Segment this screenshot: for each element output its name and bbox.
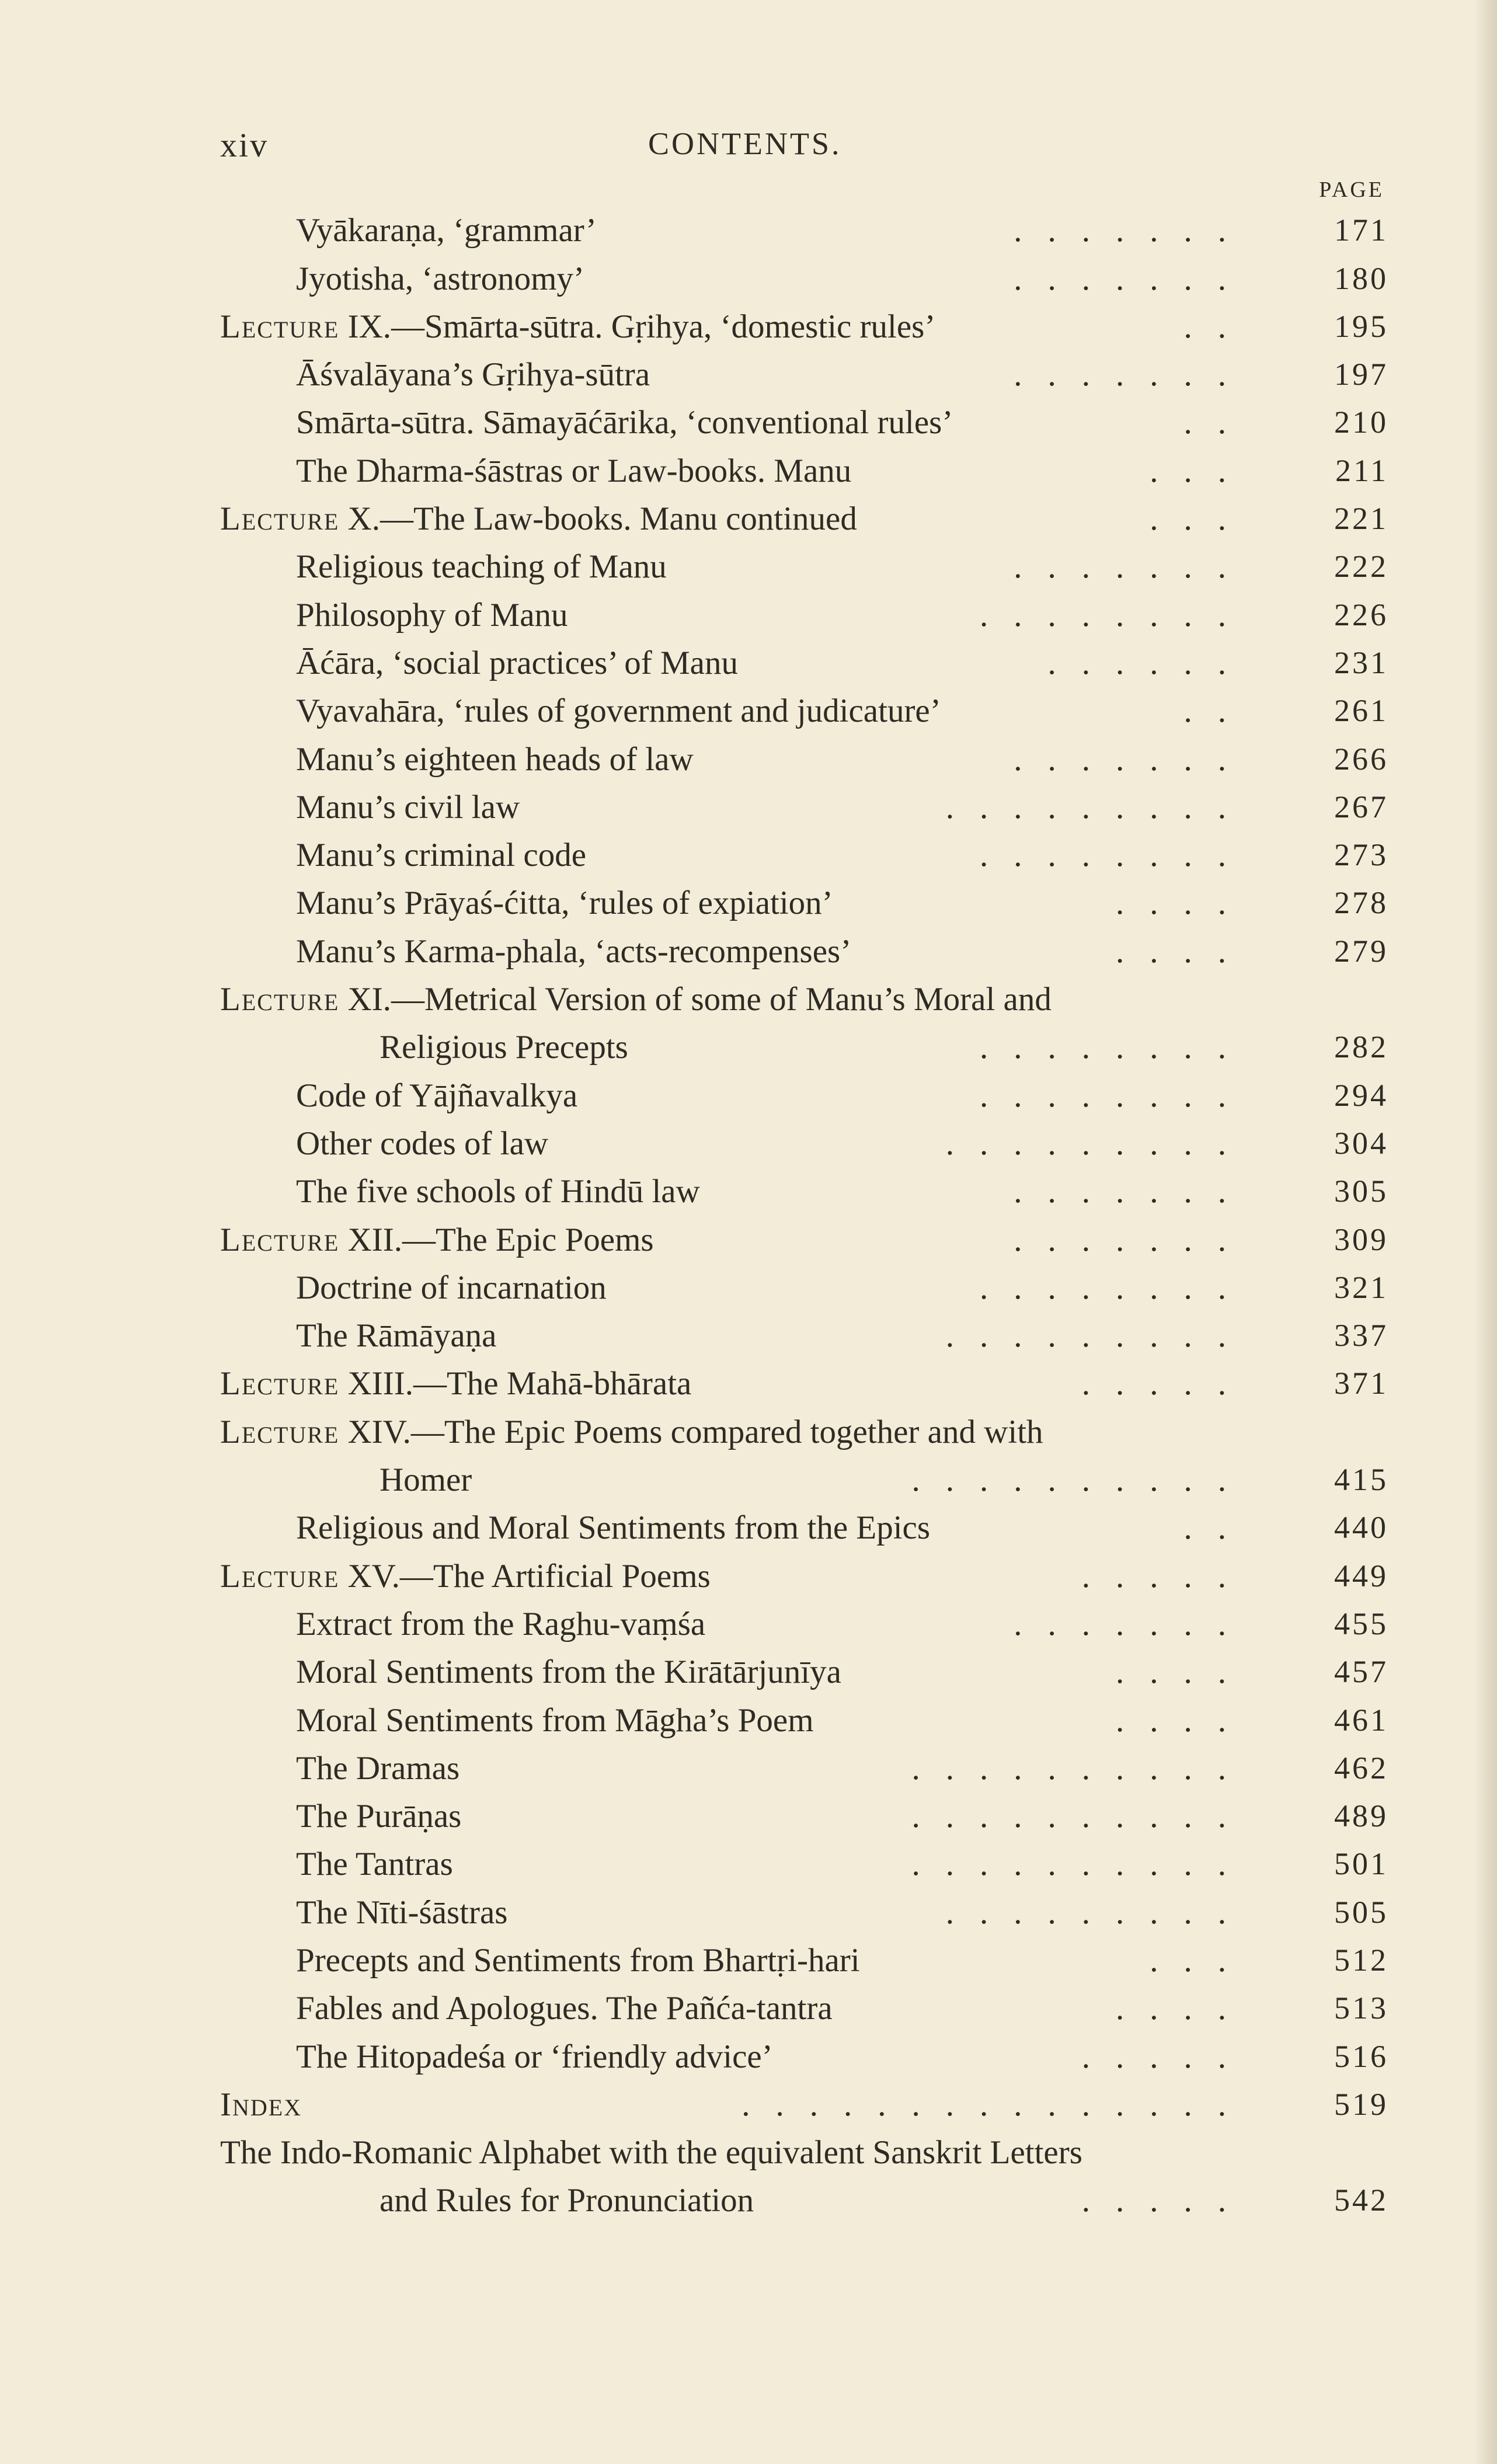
- toc-entry-title: [296, 1317, 497, 1355]
- toc-page-number: 171: [1334, 213, 1388, 248]
- dot-leader: .....: [1081, 2182, 1252, 2219]
- toc-page-number: 337: [1334, 1318, 1388, 1353]
- toc-entry: [0, 880, 1497, 928]
- toc-page-number: 231: [1334, 645, 1388, 680]
- dot-leader: ..: [1183, 308, 1252, 345]
- dot-leader: .......: [1014, 1605, 1252, 1642]
- dot-leader: .........: [945, 1894, 1252, 1931]
- toc-entry: [0, 1505, 1497, 1553]
- toc-entry-label: Lecture: [220, 1413, 340, 1450]
- dot-leader: ....: [1116, 885, 1252, 922]
- toc-entry: [0, 1265, 1497, 1313]
- toc-entry-title: [220, 2136, 1082, 2169]
- dot-leader: ...: [1150, 452, 1252, 489]
- dot-leader: .......: [1014, 356, 1252, 394]
- dot-leader: ..: [1183, 404, 1252, 441]
- dot-leader: .......: [1014, 260, 1252, 297]
- toc-entry-text: The Purāṇas: [296, 1798, 462, 1835]
- toc-entry-title: [296, 788, 520, 826]
- toc-entry-text: Precepts and Sentiments from Bhartṛi-hari: [296, 1941, 860, 1979]
- toc-page-number: 516: [1334, 2038, 1388, 2074]
- toc-page-number: 267: [1334, 789, 1388, 824]
- toc-entry: [0, 1408, 1497, 1456]
- toc-entry-title: [296, 1847, 453, 1881]
- toc-page-number: 415: [1334, 1462, 1388, 1498]
- toc-entry-title: [296, 548, 667, 586]
- dot-leader: ......: [1047, 644, 1252, 681]
- running-title: CONTENTS.: [648, 126, 842, 161]
- toc-page-number: 321: [1334, 1269, 1388, 1305]
- toc-entry-text: The Rāmāyaṇa: [296, 1317, 497, 1355]
- toc-page-number: 226: [1334, 597, 1388, 632]
- toc-page-number: 519: [1334, 2086, 1388, 2122]
- toc-entry-label: Lecture: [220, 308, 340, 345]
- toc-entry-title: [296, 646, 738, 680]
- toc-page-number: 197: [1334, 357, 1388, 392]
- toc-page-number: 210: [1334, 405, 1388, 440]
- toc-entry-text: Vyākaraṇa, ‘grammar’: [296, 212, 597, 249]
- toc-entry-title: [220, 1367, 691, 1400]
- toc-entry-text: The Dharma-śāstras or Law-books. Manu: [296, 452, 852, 489]
- dot-leader: .......: [1014, 548, 1252, 586]
- toc-entry-text: Code of Yājñavalkya: [296, 1077, 578, 1114]
- toc-entry: [0, 1168, 1497, 1216]
- toc-entry: [0, 2177, 1497, 2225]
- toc-entry: [0, 928, 1497, 976]
- toc-entry-title: [296, 1896, 507, 1929]
- toc-entry-text: Manu’s Prāyaś-ćitta, ‘rules of expiation’: [296, 885, 833, 922]
- toc-page-number: 221: [1334, 501, 1388, 537]
- toc-entry: [0, 304, 1497, 351]
- toc-entry-title: [220, 983, 1052, 1016]
- toc-entry-text: Manu’s civil law: [296, 788, 520, 826]
- toc-entry-text: Vyavahāra, ‘rules of government and judicature’: [296, 692, 941, 730]
- toc-entry-text: The Dramas: [296, 1749, 460, 1787]
- toc-entry-text: XIV.—The Epic Poems compared together and with: [347, 1413, 1043, 1450]
- toc-entry: [0, 640, 1497, 688]
- toc-entry-title: [220, 1223, 654, 1257]
- dot-leader: .......: [1014, 212, 1252, 249]
- toc-entry: [0, 544, 1497, 591]
- toc-entry: [0, 1216, 1497, 1264]
- toc-page-number: 305: [1334, 1174, 1388, 1209]
- toc-entry-label: Lecture: [220, 1365, 340, 1402]
- toc-entry: [0, 1649, 1497, 1697]
- toc-entry-title: [296, 1701, 814, 1739]
- toc-entry-title: [296, 1941, 860, 1979]
- toc-page-number: 489: [1334, 1798, 1388, 1834]
- toc-entry-title: [380, 1463, 472, 1497]
- page-header: [0, 126, 1497, 172]
- toc-entry-title: [296, 694, 941, 728]
- toc-entry: [0, 2129, 1497, 2177]
- toc-entry-text: Homer: [380, 1461, 472, 1499]
- toc-entry: [0, 688, 1497, 736]
- toc-entry: [0, 591, 1497, 639]
- dot-leader: ..: [1183, 1509, 1252, 1547]
- dot-leader: .......: [1014, 1221, 1252, 1258]
- toc-page-number: 211: [1335, 453, 1388, 488]
- toc-entry: [0, 2082, 1497, 2129]
- toc-entry: [0, 1889, 1497, 1937]
- toc-page-number: 440: [1334, 1510, 1388, 1546]
- toc-entry-title: [296, 2040, 773, 2073]
- toc-page-number: 304: [1334, 1125, 1388, 1161]
- toc-entry: [0, 736, 1497, 784]
- dot-leader: ..........: [911, 1461, 1252, 1499]
- toc-entry-title: [220, 2088, 302, 2121]
- toc-entry-title: [296, 1175, 700, 1208]
- toc-page-number: 513: [1334, 1990, 1388, 2026]
- toc-entry-text: The five schools of Hindū law: [296, 1173, 700, 1210]
- table-of-contents: [0, 207, 1497, 2225]
- page-column-label: PAGE: [1319, 178, 1384, 202]
- toc-entry-text: The Nīti-śāstras: [296, 1894, 508, 1931]
- toc-page-number: 457: [1334, 1654, 1388, 1690]
- toc-entry-title: [296, 1800, 461, 1833]
- dot-leader: ...............: [741, 2086, 1252, 2123]
- toc-page-number: 371: [1334, 1366, 1388, 1401]
- dot-leader: .........: [945, 788, 1252, 826]
- toc-entry: [0, 784, 1497, 832]
- toc-entry-title: [296, 262, 584, 295]
- toc-entry-text: Philosophy of Manu: [296, 596, 568, 634]
- toc-page-number: 273: [1334, 837, 1388, 873]
- toc-entry: [0, 496, 1497, 544]
- dot-leader: ..........: [911, 1749, 1252, 1787]
- toc-entry: [0, 1457, 1497, 1505]
- dot-leader: ....: [1116, 1990, 1252, 2027]
- folio-number: xiv: [220, 126, 269, 164]
- toc-entry-text: Moral Sentiments from Māgha’s Poem: [296, 1701, 814, 1739]
- toc-entry-title: [296, 214, 597, 247]
- dot-leader: .........: [945, 1125, 1252, 1162]
- toc-entry-text: The Indo-Romanic Alphabet with the equivalent Sanskrit Letters: [220, 2134, 1082, 2171]
- toc-entry-title: [296, 406, 953, 439]
- toc-entry: [0, 399, 1497, 447]
- toc-page-number: 180: [1334, 260, 1388, 296]
- toc-entry-label: Lecture: [220, 1221, 340, 1258]
- dot-leader: .....: [1081, 1557, 1252, 1595]
- dot-leader: ....: [1116, 932, 1252, 970]
- toc-page-number: 266: [1334, 741, 1388, 777]
- toc-entry-title: [220, 500, 857, 538]
- toc-entry-title: [296, 454, 851, 488]
- toc-page-number: 449: [1334, 1558, 1388, 1593]
- toc-page-number: 279: [1334, 933, 1388, 969]
- toc-entry-text: Āćāra, ‘social practices’ of Manu: [296, 644, 738, 681]
- toc-entry: [0, 1697, 1497, 1745]
- toc-entry-text: Other codes of law: [296, 1125, 549, 1162]
- toc-page-number: 282: [1334, 1029, 1388, 1065]
- toc-entry: [0, 1313, 1497, 1360]
- dot-leader: .....: [1081, 2038, 1252, 2075]
- dot-leader: ..: [1183, 692, 1252, 730]
- toc-entry-label: Lecture: [220, 1557, 340, 1595]
- dot-leader: ..........: [911, 1846, 1252, 1883]
- toc-entry: [0, 1985, 1497, 2033]
- toc-entry-text: X.—The Law-books. Manu continued: [347, 500, 857, 538]
- toc-page-number: 462: [1334, 1750, 1388, 1786]
- toc-entry-title: [220, 1557, 711, 1595]
- toc-entry: [0, 447, 1497, 495]
- toc-entry: [0, 1937, 1497, 1985]
- dot-leader: .......: [1014, 740, 1252, 778]
- toc-entry: [0, 1120, 1497, 1168]
- toc-entry-text: Religious and Moral Sentiments from the Epics: [296, 1509, 931, 1547]
- dot-leader: ....: [1116, 1654, 1252, 1691]
- dot-leader: ...: [1150, 500, 1252, 538]
- toc-page-number: 309: [1334, 1221, 1388, 1257]
- toc-entry-title: [296, 740, 694, 778]
- toc-entry-label: Index: [220, 2086, 302, 2123]
- toc-page-number: 455: [1334, 1606, 1388, 1641]
- toc-page-number: 195: [1334, 308, 1388, 344]
- toc-entry-title: [296, 1127, 548, 1160]
- dot-leader: .......: [1014, 1173, 1252, 1210]
- toc-entry: [0, 1841, 1497, 1889]
- toc-page-number: 294: [1334, 1077, 1388, 1113]
- toc-entry-label: Lecture: [220, 981, 340, 1018]
- toc-entry: [0, 2033, 1497, 2081]
- dot-leader: .....: [1081, 1365, 1252, 1402]
- toc-entry-text: XV.—The Artificial Poems: [347, 1557, 711, 1595]
- dot-leader: ........: [980, 837, 1252, 874]
- toc-entry-text: Manu’s eighteen heads of law: [296, 740, 694, 778]
- toc-page-number: 501: [1334, 1846, 1388, 1882]
- toc-entry-title: [380, 2184, 754, 2217]
- toc-entry-text: The Tantras: [296, 1846, 453, 1883]
- toc-page-number: 542: [1334, 2183, 1388, 2218]
- toc-entry-text: The Hitopadeśa or ‘friendly advice’: [296, 2038, 773, 2075]
- toc-entry-title: [296, 598, 568, 632]
- toc-entry: [0, 1072, 1497, 1120]
- toc-entry-text: Jyotisha, ‘astronomy’: [296, 260, 584, 297]
- toc-entry-text: XII.—The Epic Poems: [347, 1221, 654, 1258]
- toc-entry-text: Religious teaching of Manu: [296, 548, 667, 586]
- dot-leader: ........: [980, 596, 1252, 634]
- toc-entry-title: [296, 356, 650, 394]
- toc-entry: [0, 1601, 1497, 1649]
- toc-entry-title: [296, 932, 852, 970]
- toc-entry-text: Moral Sentiments from the Kirātārjunīya: [296, 1654, 841, 1691]
- toc-entry: [0, 255, 1497, 303]
- toc-entry-text: Doctrine of incarnation: [296, 1269, 607, 1306]
- toc-page-number: 222: [1334, 549, 1388, 584]
- toc-page-number: 278: [1334, 885, 1388, 921]
- toc-entry-title: [296, 1079, 577, 1112]
- toc-entry-title: [296, 886, 833, 920]
- dot-leader: ..........: [911, 1798, 1252, 1835]
- dot-leader: ........: [980, 1269, 1252, 1306]
- toc-entry-text: and Rules for Pronunciation: [380, 2182, 754, 2219]
- toc-entry-text: XIII.—The Mahā-bhārata: [347, 1365, 692, 1402]
- toc-entry-title: [220, 1415, 1043, 1449]
- toc-entry-text: Smārta-sūtra. Sāmayāćārika, ‘conventional rules’: [296, 404, 953, 441]
- toc-page-number: 512: [1334, 1942, 1388, 1978]
- toc-entry: [0, 351, 1497, 399]
- dot-leader: ...: [1150, 1941, 1252, 1979]
- toc-entry-title: [380, 1031, 628, 1064]
- dot-leader: .........: [945, 1317, 1252, 1355]
- toc-entry: [0, 976, 1497, 1024]
- toc-entry-title: [296, 1509, 931, 1547]
- toc-entry: [0, 207, 1497, 255]
- toc-entry: [0, 1553, 1497, 1600]
- toc-entry-title: [220, 310, 935, 343]
- toc-entry: [0, 832, 1497, 880]
- dot-leader: ....: [1116, 1701, 1252, 1739]
- toc-entry-text: Āśvalāyana’s Gṛihya-sūtra: [296, 356, 650, 394]
- toc-entry-title: [296, 838, 586, 872]
- toc-page-number: 461: [1334, 1702, 1388, 1738]
- toc-entry: [0, 1360, 1497, 1408]
- toc-entry-text: XI.—Metrical Version of some of Manu’s Moral and: [347, 981, 1052, 1018]
- toc-entry-text: Religious Precepts: [380, 1029, 628, 1066]
- toc-page-number: 505: [1334, 1894, 1388, 1930]
- toc-entry: [0, 1024, 1497, 1072]
- toc-page-number: 261: [1334, 693, 1388, 729]
- toc-entry-text: Extract from the Raghu-vaṃśa: [296, 1605, 706, 1642]
- dot-leader: ........: [980, 1029, 1252, 1066]
- toc-entry-title: [296, 1749, 460, 1787]
- toc-entry-title: [296, 1271, 607, 1304]
- toc-entry-title: [296, 1607, 705, 1641]
- toc-entry-label: Lecture: [220, 500, 340, 538]
- toc-entry: [0, 1745, 1497, 1793]
- toc-entry-text: IX.—Smārta-sūtra. Gṛihya, ‘domestic rules’: [347, 308, 936, 345]
- toc-entry-title: [296, 1992, 833, 2025]
- toc-entry-title: [296, 1655, 841, 1689]
- dot-leader: ........: [980, 1077, 1252, 1114]
- toc-entry-text: Manu’s criminal code: [296, 837, 587, 874]
- toc-entry-text: Fables and Apologues. The Pañća-tantra: [296, 1990, 833, 2027]
- toc-entry-text: Manu’s Karma-phala, ‘acts-recompenses’: [296, 932, 852, 970]
- toc-entry: [0, 1793, 1497, 1841]
